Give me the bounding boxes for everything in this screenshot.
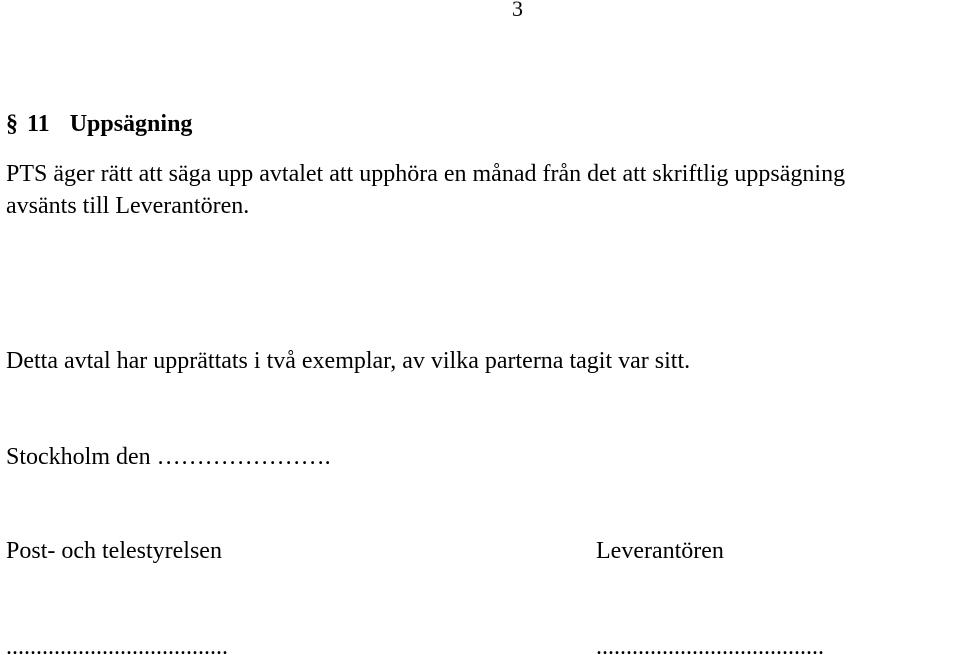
right-party-name: Leverantören bbox=[596, 538, 724, 564]
section-symbol: § bbox=[6, 111, 18, 137]
left-party-name: Post- och telestyrelsen bbox=[6, 538, 222, 564]
paragraph-line: PTS äger rätt att säga upp avtalet att upphöra en månad från det att skriftlig uppsägning bbox=[6, 161, 846, 187]
section-title: Uppsägning bbox=[69, 111, 193, 137]
section-number: 11 bbox=[27, 111, 50, 137]
place-date-line: Stockholm den …………………. bbox=[6, 444, 331, 470]
section-heading bbox=[6, 110, 192, 138]
right-signature-line: ...................................... bbox=[596, 634, 824, 655]
copies-paragraph: Detta avtal har upprättats i två exemplar, av vilka parterna tagit var sitt. bbox=[6, 348, 691, 374]
page-number: 3 bbox=[512, 0, 523, 21]
termination-paragraph bbox=[6, 158, 845, 222]
paragraph-line: avsänts till Leverantören. bbox=[6, 193, 250, 219]
left-signature-line: ..................................... bbox=[6, 634, 228, 655]
